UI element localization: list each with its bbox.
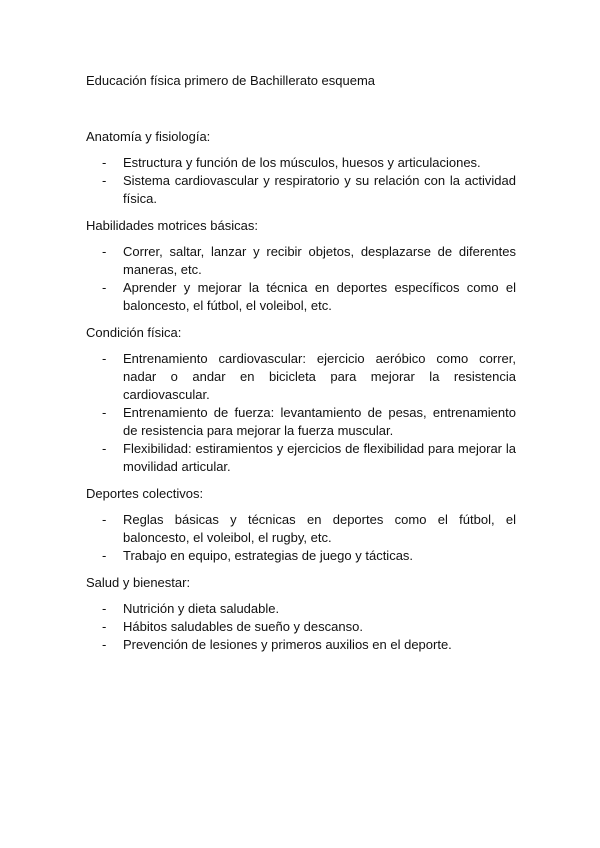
- list-item-text: Reglas básicas y técnicas en deportes como el fútbol, el baloncesto, el voleibol, el rugby, etc.: [123, 512, 516, 545]
- list-item-text: Flexibilidad: estiramientos y ejercicios de flexibilidad para mejorar la movilidad articular.: [123, 441, 516, 474]
- document-page: [86, 72, 516, 663]
- section: [86, 574, 516, 654]
- bullet-dash: -: [102, 405, 107, 420]
- list-item: [86, 618, 516, 636]
- list-item-text: Nutrición y dieta saludable.: [123, 601, 280, 616]
- section: [86, 128, 516, 208]
- list-item-text: Prevención de lesiones y primeros auxilios en el deporte.: [123, 637, 452, 652]
- sections-container: [86, 128, 516, 654]
- bullet-list: [86, 600, 516, 654]
- bullet-dash: -: [102, 351, 107, 366]
- section: [86, 324, 516, 476]
- section-heading: Condición física:: [86, 325, 182, 340]
- section-heading: Anatomía y fisiología:: [86, 129, 211, 144]
- bullet-dash: -: [102, 548, 107, 563]
- document-title: Educación física primero de Bachillerato esquema: [86, 73, 376, 88]
- section-heading: Deportes colectivos:: [86, 486, 204, 501]
- list-item-text: Correr, saltar, lanzar y recibir objetos, desplazarse de diferentes maneras, etc.: [123, 244, 516, 277]
- list-item: [86, 154, 516, 172]
- bullet-dash: -: [102, 244, 107, 259]
- list-item-text: Entrenamiento cardiovascular: ejercicio aeróbico como correr, nadar o andar en bicicleta para mejorar la resistencia cardiovascular.: [123, 351, 516, 402]
- bullet-dash: -: [102, 601, 107, 616]
- list-item: [86, 279, 516, 315]
- bullet-dash: -: [102, 512, 107, 527]
- list-item-text: Estructura y función de los músculos, huesos y articulaciones.: [123, 155, 481, 170]
- section: [86, 485, 516, 565]
- list-item: [86, 440, 516, 476]
- list-item-text: Aprender y mejorar la técnica en deportes específicos como el baloncesto, el fútbol, el voleibol, etc.: [123, 280, 516, 313]
- bullet-dash: -: [102, 155, 107, 170]
- list-item: [86, 600, 516, 618]
- bullet-dash: -: [102, 441, 107, 456]
- bullet-list: [86, 243, 516, 315]
- section-heading: Salud y bienestar:: [86, 575, 191, 590]
- list-item: [86, 511, 516, 547]
- section: [86, 217, 516, 315]
- list-item-text: Trabajo en equipo, estrategias de juego y tácticas.: [123, 548, 414, 563]
- bullet-dash: -: [102, 173, 107, 188]
- bullet-list: [86, 350, 516, 476]
- list-item-text: Hábitos saludables de sueño y descanso.: [123, 619, 363, 634]
- bullet-list: [86, 154, 516, 208]
- bullet-dash: -: [102, 637, 107, 652]
- bullet-list: [86, 511, 516, 565]
- list-item: [86, 547, 516, 565]
- list-item: [86, 350, 516, 404]
- list-item: [86, 243, 516, 279]
- list-item: [86, 404, 516, 440]
- list-item-text: Entrenamiento de fuerza: levantamiento de pesas, entrenamiento de resistencia para mejorar la fuerza muscular.: [123, 405, 516, 438]
- section-heading: Habilidades motrices básicas:: [86, 218, 258, 233]
- bullet-dash: -: [102, 280, 107, 295]
- list-item: [86, 636, 516, 654]
- list-item: [86, 172, 516, 208]
- list-item-text: Sistema cardiovascular y respiratorio y su relación con la actividad física.: [123, 173, 516, 206]
- bullet-dash: -: [102, 619, 107, 634]
